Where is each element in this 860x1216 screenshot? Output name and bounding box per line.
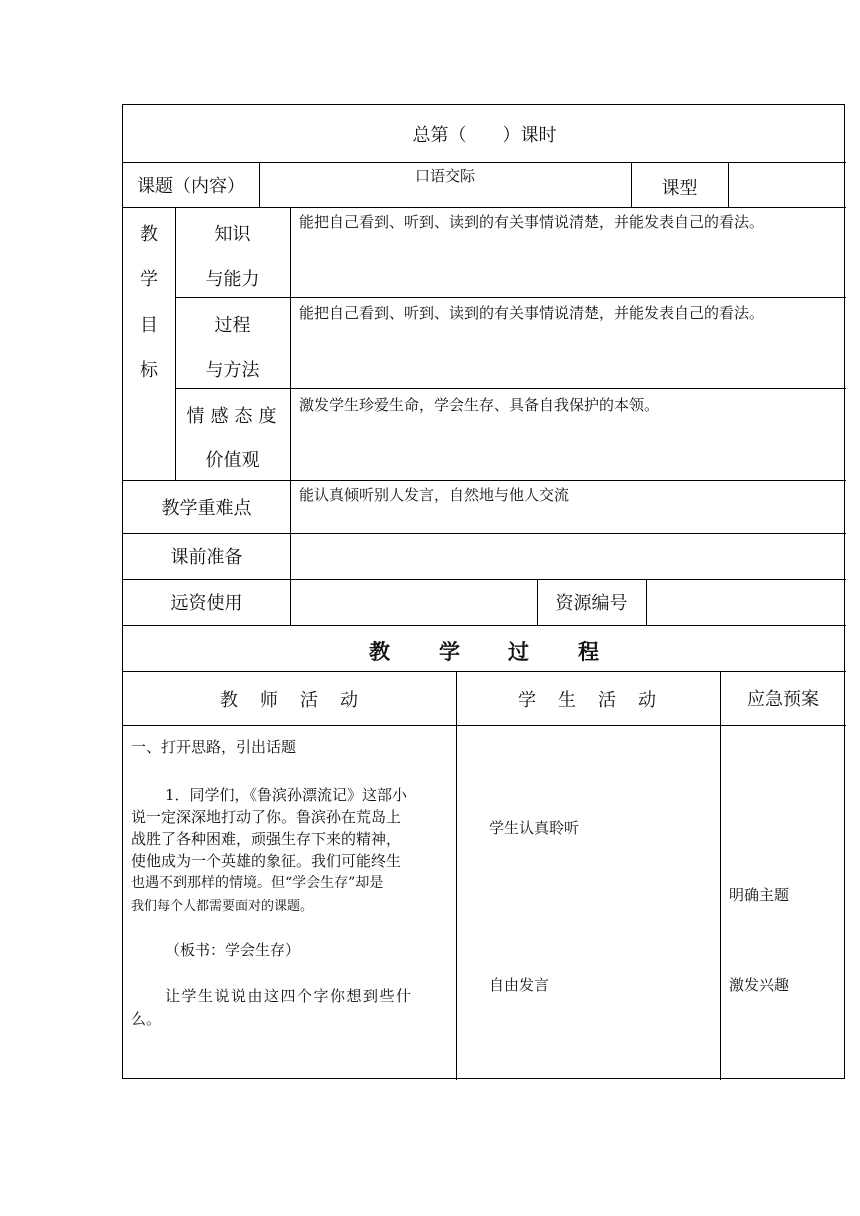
remote-resource-value <box>290 579 537 625</box>
emotion-label-line: 情感态度 <box>186 406 283 427</box>
title-char: 程 <box>578 639 599 664</box>
process-label-line: 过程 <box>214 315 251 336</box>
total-lesson-title: 总第（ ）课时 <box>412 124 557 146</box>
knowledge-label-line: 与能力 <box>205 269 260 290</box>
teacher-paragraph-line: 使他成为一个英雄的象征。我们可能终生 <box>131 852 402 870</box>
resource-number-label: 资源编号 <box>555 593 628 614</box>
col-divider <box>720 671 721 1080</box>
emotion-label <box>175 388 290 480</box>
teacher-paragraph-line: 我们每个人都需要面对的课题。 <box>131 899 314 914</box>
emotion-label-line: 价值观 <box>205 450 260 471</box>
title-char: 过 <box>508 639 529 664</box>
goals-label <box>123 207 175 480</box>
lesson-type-value <box>728 162 846 207</box>
emotion-goal-text: 激发学生珍爱生命，学会生存、具备自我保护的本领。 <box>299 396 660 414</box>
header-char: 教 <box>220 690 238 711</box>
teacher-paragraph-line: 让学生说说由这四个字你想到些什 <box>165 987 413 1005</box>
teacher-paragraph-line: 战胜了各种困难，顽强生存下来的精神， <box>131 830 402 848</box>
goals-label-char: 学 <box>140 269 158 290</box>
key-points-label: 教学重难点 <box>161 497 252 519</box>
goals-label-char: 教 <box>140 224 158 245</box>
remote-resource-label: 远资使用 <box>170 593 243 614</box>
header-char: 师 <box>260 690 278 711</box>
preparation-text <box>299 537 844 561</box>
row-divider <box>123 725 846 726</box>
title-char: 教 <box>369 639 390 664</box>
header-char: 活 <box>598 690 616 711</box>
header-char: 学 <box>518 690 536 711</box>
teacher-paragraph-line: 也遇不到那样的情境。但“学会生存”却是 <box>131 875 384 891</box>
header-char: 生 <box>558 690 576 711</box>
process-label-line: 与方法 <box>205 360 260 381</box>
student-activity-header <box>456 671 720 725</box>
student-activity-item: 学生认真聆听 <box>489 819 580 837</box>
student-activity-item: 自由发言 <box>489 976 550 994</box>
process-goal-text: 能把自己看到、听到、读到的有关事情说清楚，并能发表自己的看法。 <box>299 304 765 322</box>
teacher-paragraph-line: 说一定深深地打动了你。鲁滨孙在荒岛上 <box>131 808 402 826</box>
knowledge-label-line: 知识 <box>214 224 251 245</box>
topic-value: 口语交际 <box>414 167 475 185</box>
header-char: 动 <box>638 690 656 711</box>
process-label <box>175 297 290 388</box>
col-divider <box>290 207 291 625</box>
lesson-type-label: 课型 <box>661 177 698 199</box>
col-divider <box>456 671 457 1080</box>
key-points-text: 能认真倾听别人发言，自然地与他人交流 <box>299 486 570 504</box>
header-char: 活 <box>300 690 318 711</box>
plan-item: 明确主题 <box>729 886 790 904</box>
topic-label: 课题（内容） <box>137 175 245 197</box>
header-char: 动 <box>340 690 358 711</box>
teacher-paragraph-line: 么。 <box>131 1010 162 1028</box>
board-note: （板书：学会生存） <box>165 941 301 959</box>
lesson-plan-table <box>122 104 845 1079</box>
teacher-activity-header <box>123 671 456 725</box>
goals-label-char: 目 <box>140 315 158 336</box>
teacher-paragraph-line: 1．同学们，《鲁滨孙漂流记》这部小 <box>165 786 408 804</box>
plan-item: 激发兴趣 <box>729 976 790 994</box>
resource-number-value <box>646 579 846 625</box>
title-char: 学 <box>439 639 460 664</box>
goals-label-char: 标 <box>140 360 158 381</box>
teacher-activity-heading: 一、打开思路，引出话题 <box>131 738 297 756</box>
teaching-process-title <box>123 625 846 671</box>
preparation-label: 课前准备 <box>170 547 243 568</box>
knowledge-goal-text: 能把自己看到、听到、读到的有关事情说清楚，并能发表自己的看法。 <box>299 213 765 231</box>
emergency-plan-header: 应急预案 <box>747 689 819 710</box>
knowledge-label <box>175 207 290 297</box>
